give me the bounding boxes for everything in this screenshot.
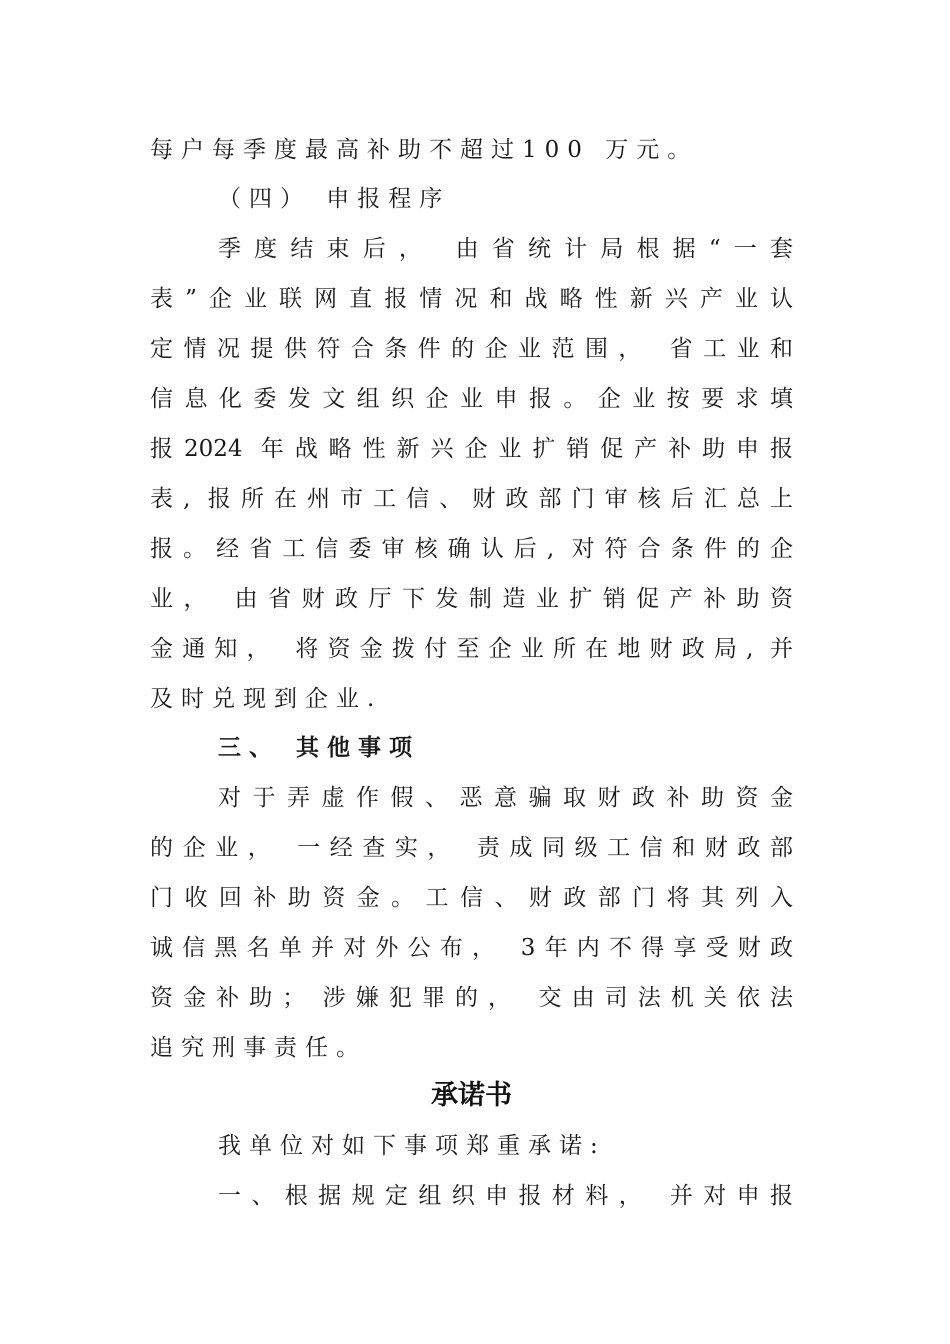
pledge-line: 一、根据规定组织申报材料， 并对申报 (218, 1183, 793, 1209)
section-heading-other-matters: 三、 其他事项 (218, 734, 421, 761)
paragraph-line: 定情况提供符合条件的企业范围， 省工业和 (150, 336, 793, 362)
paragraph-line: 门收回补助资金。工信、财政部门将其列入 (150, 885, 793, 911)
section-heading-application-procedure: （四） 申报程序 (218, 186, 451, 212)
paragraph-line: 对于弄虚作假、恶意骗取财政补助资金 (218, 785, 793, 811)
paragraph-line: 业， 由省财政厅下发制造业扩销促产补助资 (150, 586, 793, 612)
pledge-line: 我单位对如下事项郑重承诺: (218, 1133, 606, 1159)
paragraph-line: 及时兑现到企业. (150, 686, 383, 712)
paragraph-line: 的企业， 一经查实， 责成同级工信和财政部 (150, 835, 793, 861)
paragraph-line: 报2024 年战略性新兴企业扩销促产补助申报 (150, 436, 793, 462)
paragraph-line: 季度结束后， 由省统计局根据“一套 (218, 236, 793, 262)
paragraph-line: 金通知， 将资金拨付至企业所在地财政局, 并 (150, 636, 793, 662)
paragraph-line: 每户每季度最高补助不超过100 万元。 (150, 137, 699, 163)
paragraph-line: 诚信黑名单并对外公布， 3年内不得享受财政 (150, 935, 793, 961)
paragraph-line: 信息化委发文组织企业申报。企业按要求填 (150, 386, 793, 412)
pledge-title: 承诺书 (431, 1080, 512, 1111)
paragraph-line: 报。经省工信委审核确认后, 对符合条件的企 (150, 536, 793, 562)
paragraph-line: 追究刑事责任。 (150, 1035, 367, 1061)
paragraph-line: 资金补助； 涉嫌犯罪的， 交由司法机关依法 (150, 985, 793, 1011)
paragraph-line: 表, 报所在州市工信、财政部门审核后汇总上 (150, 486, 793, 512)
paragraph-line: 表”企业联网直报情况和战略性新兴产业认 (150, 286, 793, 312)
